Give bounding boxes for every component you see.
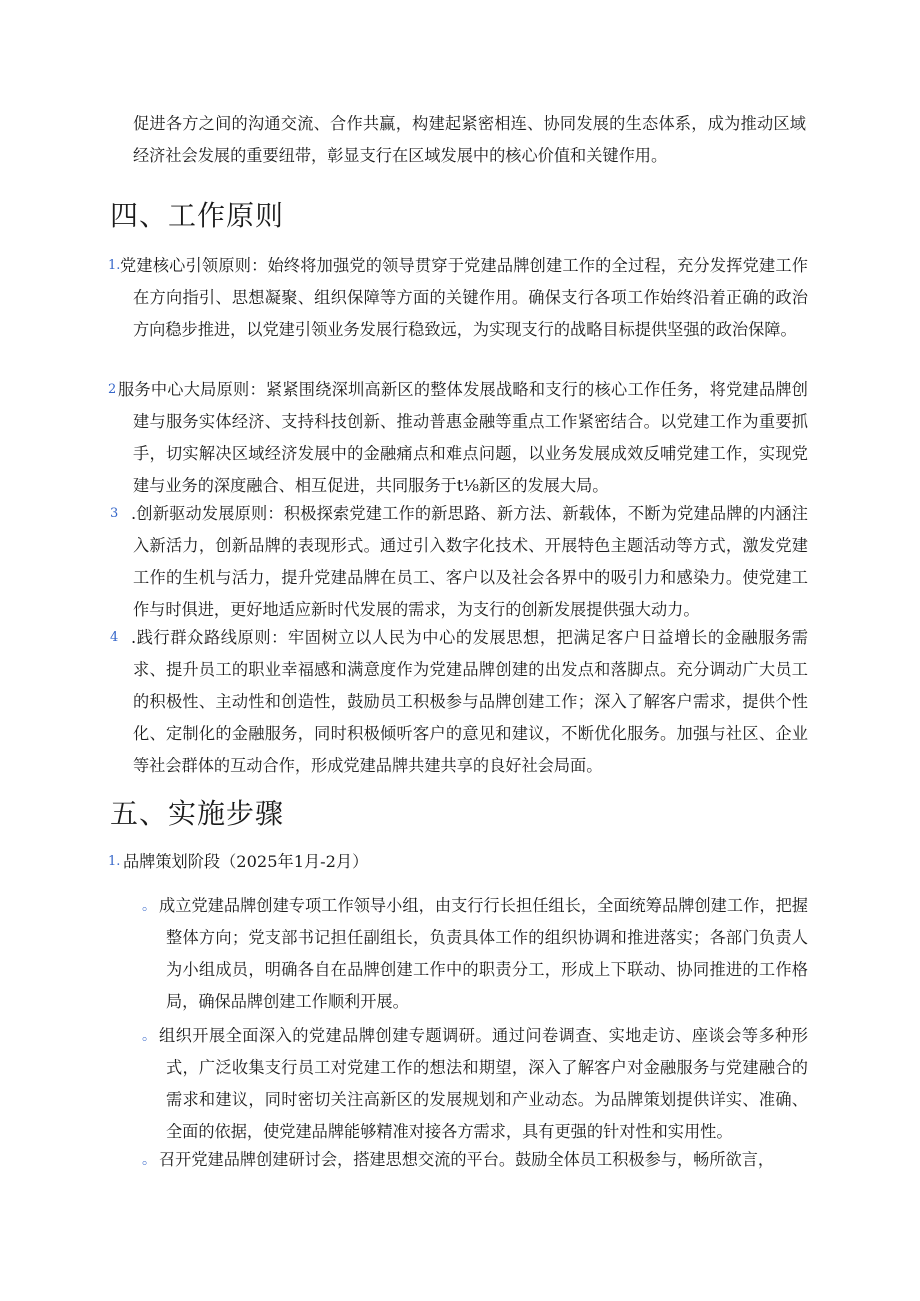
phase-title: 品牌策划阶段（2025年1月-2月） <box>123 852 369 871</box>
intro-paragraph: 促进各方之间的沟通交流、合作共赢，构建起紧密相连、协同发展的生态体系，成为推动区域经济社会发展的重要纽带，彰显支行在区域发展中的核心价值和关键作用。 <box>133 114 806 165</box>
principle-item-1 <box>108 250 808 346</box>
item-number: 4 <box>110 630 119 645</box>
bullet-icon: 。 <box>142 898 156 914</box>
item-text: .践行群众路线原则：牢固树立以人民为中心的发展思想，把满足客户日益增长的金融服务需求、提升员工的职业幸福感和满意度作为党建品牌创建的出发点和落脚点。充分调动广大员工的积极性、主动性和创造性，鼓励员工积极参与品牌创建工作；深入了解客户需求，提供个性化、定制化的金融服务，同时积极倾听客户的意见和建议，不断优化服务。加强与社区、企业等社会群体的互动合作，形成党建品牌共建共享的良好社会局面。 <box>131 628 808 775</box>
section-four-title: 四、工作原则 <box>110 199 285 232</box>
bullet-text: 召开党建品牌创建研讨会，搭建思想交流的平台。鼓励全体员工积极参与，畅所欲言， <box>159 1150 775 1169</box>
item-number: 1. <box>108 258 121 273</box>
principle-item-3 <box>108 498 808 626</box>
phase-bullet-1 <box>142 890 808 1018</box>
section-five-title: 五、实施步骤 <box>110 797 285 830</box>
principle-item-4 <box>108 622 808 782</box>
item-text: .创新驱动发展原则：积极探索党建工作的新思路、新方法、新载体，不断为党建品牌的内涵注入新活力，创新品牌的表现形式。通过引入数字化技术、开展特色主题活动等方式，激发党建工作的生机与活力，提升党建品牌在员工、客户以及社会各界中的吸引力和感染力。使党建工作与时俱进，更好地适应新时代发展的需求，为支行的创新发展提供强大动力。 <box>131 504 808 619</box>
bullet-icon: 。 <box>142 1152 156 1168</box>
phase-number: 1. <box>108 854 121 869</box>
phase-bullet-3 <box>142 1144 808 1176</box>
item-text: 服务中心大局原则：紧紧围绕深圳高新区的整体发展战略和支行的核心工作任务，将党建品牌创建与服务实体经济、支持科技创新、推动普惠金融等重点工作紧密结合。以党建工作为重要抓手，切实解决区域经济发展中的金融痛点和难点问题，以业务发展成效反哺党建工作，实现党建与业务的深度融合、相互促进，共同服务于t⅛新区的发展大局。 <box>118 380 808 495</box>
bullet-text: 成立党建品牌创建专项工作领导小组，由支行行长担任组长，全面统筹品牌创建工作，把握整体方向；党支部书记担任副组长，负责具体工作的组织协调和推进落实；各部门负责人为小组成员，明确各自在品牌创建工作中的职责分工，形成上下联动、协同推进的工作格局，确保品牌创建工作顺利开展。 <box>159 896 808 1011</box>
phase-bullet-2 <box>142 1020 808 1148</box>
item-number: 2 <box>108 382 117 397</box>
bullet-text: 组织开展全面深入的党建品牌创建专题调研。通过问卷调查、实地走访、座谈会等多种形式，广泛收集支行员工对党建工作的想法和期望，深入了解客户对金融服务与党建融合的需求和建议，同时密切关注高新区的发展规划和产业动态。为品牌策划提供详实、准确、全面的依据，使党建品牌能够精准对接各方需求，具有更强的针对性和实用性。 <box>159 1026 808 1141</box>
item-number: 3 <box>110 506 119 521</box>
phase-item-1 <box>108 846 808 878</box>
bullet-icon: 。 <box>142 1028 156 1044</box>
item-text: 党建核心引领原则：始终将加强党的领导贯穿于党建品牌创建工作的全过程，充分发挥党建工作在方向指引、思想凝聚、组织保障等方面的关键作用。确保支行各项工作始终沿着正确的政治方向稳步推进，以党建引领业务发展行稳致远，为实现支行的战略目标提供坚强的政治保障。 <box>120 256 808 339</box>
principle-item-2 <box>108 374 808 502</box>
